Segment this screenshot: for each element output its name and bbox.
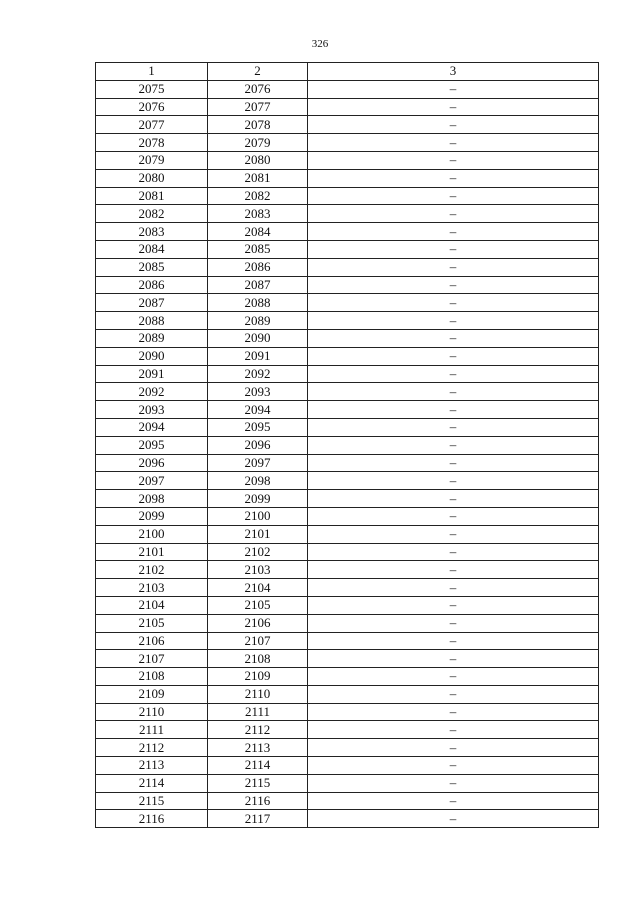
table-row — [96, 294, 599, 312]
table-cell-col3: – — [308, 561, 599, 579]
table-cell-col2: 2077 — [208, 98, 308, 116]
table-cell-col2: 2100 — [208, 507, 308, 525]
table-row — [96, 490, 599, 508]
table-row — [96, 418, 599, 436]
table-cell-col1: 2083 — [96, 223, 208, 241]
table-cell-col2: 2080 — [208, 151, 308, 169]
table-row — [96, 472, 599, 490]
table-cell-col3: – — [308, 240, 599, 258]
table-cell-col2: 2089 — [208, 312, 308, 330]
table-cell-col1: 2094 — [96, 418, 208, 436]
table-cell-col1: 2109 — [96, 685, 208, 703]
table-cell-col2: 2096 — [208, 436, 308, 454]
table-cell-col3: – — [308, 774, 599, 792]
table-row — [96, 757, 599, 775]
table-cell-col1: 2080 — [96, 169, 208, 187]
table-cell-col1: 2079 — [96, 151, 208, 169]
table-cell-col2: 2105 — [208, 596, 308, 614]
table-row — [96, 561, 599, 579]
table-cell-col3: – — [308, 418, 599, 436]
table-row — [96, 668, 599, 686]
table-cell-col3: – — [308, 703, 599, 721]
table-cell-col3: – — [308, 525, 599, 543]
table-cell-col3: – — [308, 810, 599, 828]
table-row — [96, 383, 599, 401]
table-cell-col2: 2102 — [208, 543, 308, 561]
table-cell-col2: 2098 — [208, 472, 308, 490]
table-cell-col3: – — [308, 276, 599, 294]
table-cell-col1: 2091 — [96, 365, 208, 383]
table-cell-col1: 2093 — [96, 401, 208, 419]
table-cell-col3: – — [308, 668, 599, 686]
table-row — [96, 312, 599, 330]
table-cell-col2: 2085 — [208, 240, 308, 258]
table-cell-col1: 2102 — [96, 561, 208, 579]
table-cell-col3: – — [308, 436, 599, 454]
table-row — [96, 223, 599, 241]
table-cell-col3: – — [308, 579, 599, 597]
table-row — [96, 276, 599, 294]
table-cell-col1: 2095 — [96, 436, 208, 454]
table-cell-col3: – — [308, 205, 599, 223]
table-cell-col1: 2097 — [96, 472, 208, 490]
table-cell-col3: – — [308, 329, 599, 347]
table-cell-col3: – — [308, 401, 599, 419]
table-cell-col1: 2090 — [96, 347, 208, 365]
table-row — [96, 721, 599, 739]
table-cell-col1: 2076 — [96, 98, 208, 116]
table-cell-col1: 2077 — [96, 116, 208, 134]
table-cell-col1: 2113 — [96, 757, 208, 775]
table-row — [96, 98, 599, 116]
table-row — [96, 525, 599, 543]
table-cell-col1: 2086 — [96, 276, 208, 294]
table-cell-col3: – — [308, 650, 599, 668]
table-cell-col3: – — [308, 739, 599, 757]
table-cell-col2: 2109 — [208, 668, 308, 686]
column-header-2: 2 — [208, 63, 308, 81]
table-cell-col2: 2108 — [208, 650, 308, 668]
page-number: 326 — [311, 38, 329, 50]
table-cell-col3: – — [308, 80, 599, 98]
table-cell-col3: – — [308, 490, 599, 508]
table-cell-col2: 2094 — [208, 401, 308, 419]
table-cell-col1: 2112 — [96, 739, 208, 757]
table-cell-col1: 2108 — [96, 668, 208, 686]
table-cell-col3: – — [308, 294, 599, 312]
table-cell-col3: – — [308, 151, 599, 169]
table-cell-col3: – — [308, 507, 599, 525]
table-cell-col1: 2082 — [96, 205, 208, 223]
table-cell-col1: 2096 — [96, 454, 208, 472]
table-cell-col2: 2101 — [208, 525, 308, 543]
table-cell-col3: – — [308, 543, 599, 561]
table-cell-col1: 2088 — [96, 312, 208, 330]
table-cell-col1: 2084 — [96, 240, 208, 258]
table-cell-col1: 2085 — [96, 258, 208, 276]
table-cell-col2: 2092 — [208, 365, 308, 383]
table-cell-col2: 2115 — [208, 774, 308, 792]
table-cell-col3: – — [308, 721, 599, 739]
table-cell-col1: 2111 — [96, 721, 208, 739]
table-cell-col2: 2088 — [208, 294, 308, 312]
table-cell-col3: – — [308, 169, 599, 187]
table-cell-col2: 2106 — [208, 614, 308, 632]
table-cell-col1: 2106 — [96, 632, 208, 650]
table-cell-col2: 2103 — [208, 561, 308, 579]
table-cell-col3: – — [308, 632, 599, 650]
table-cell-col2: 2079 — [208, 134, 308, 152]
table-cell-col3: – — [308, 365, 599, 383]
table-row — [96, 792, 599, 810]
table-row — [96, 116, 599, 134]
table-cell-col1: 2078 — [96, 134, 208, 152]
table-cell-col3: – — [308, 223, 599, 241]
table-cell-col1: 2075 — [96, 80, 208, 98]
table-row — [96, 365, 599, 383]
table-cell-col3: – — [308, 472, 599, 490]
data-table — [95, 62, 599, 828]
table-cell-col2: 2086 — [208, 258, 308, 276]
table-row — [96, 258, 599, 276]
table-cell-col3: – — [308, 347, 599, 365]
table-row — [96, 240, 599, 258]
table-cell-col2: 2082 — [208, 187, 308, 205]
table-cell-col3: – — [308, 312, 599, 330]
table-cell-col2: 2110 — [208, 685, 308, 703]
table-cell-col3: – — [308, 596, 599, 614]
table-cell-col2: 2083 — [208, 205, 308, 223]
table-row — [96, 543, 599, 561]
table-cell-col3: – — [308, 116, 599, 134]
table-row — [96, 614, 599, 632]
table-cell-col2: 2104 — [208, 579, 308, 597]
table-row — [96, 134, 599, 152]
table-cell-col3: – — [308, 757, 599, 775]
table-cell-col2: 2090 — [208, 329, 308, 347]
table-cell-col2: 2114 — [208, 757, 308, 775]
table-cell-col2: 2084 — [208, 223, 308, 241]
table-row — [96, 703, 599, 721]
table-row — [96, 650, 599, 668]
table-cell-col1: 2116 — [96, 810, 208, 828]
table-row — [96, 329, 599, 347]
table-cell-col2: 2107 — [208, 632, 308, 650]
table-cell-col1: 2105 — [96, 614, 208, 632]
table-cell-col3: – — [308, 187, 599, 205]
table-cell-col2: 2112 — [208, 721, 308, 739]
table-cell-col3: – — [308, 614, 599, 632]
table-row — [96, 810, 599, 828]
table-cell-col2: 2093 — [208, 383, 308, 401]
table-cell-col2: 2097 — [208, 454, 308, 472]
table-cell-col1: 2098 — [96, 490, 208, 508]
table-row — [96, 454, 599, 472]
table-cell-col2: 2087 — [208, 276, 308, 294]
table-row — [96, 685, 599, 703]
table-cell-col2: 2113 — [208, 739, 308, 757]
table-header-row — [96, 63, 599, 81]
table-cell-col1: 2087 — [96, 294, 208, 312]
table-row — [96, 169, 599, 187]
table-cell-col1: 2100 — [96, 525, 208, 543]
table-cell-col1: 2081 — [96, 187, 208, 205]
table-row — [96, 205, 599, 223]
table-row — [96, 579, 599, 597]
table-cell-col2: 2111 — [208, 703, 308, 721]
table-row — [96, 739, 599, 757]
table-cell-col3: – — [308, 685, 599, 703]
table-cell-col2: 2076 — [208, 80, 308, 98]
table-cell-col2: 2078 — [208, 116, 308, 134]
table-row — [96, 632, 599, 650]
table-body — [96, 80, 599, 827]
table-cell-col3: – — [308, 258, 599, 276]
table-row — [96, 80, 599, 98]
table-cell-col1: 2107 — [96, 650, 208, 668]
table-cell-col3: – — [308, 454, 599, 472]
table-row — [96, 151, 599, 169]
table-cell-col1: 2110 — [96, 703, 208, 721]
table-row — [96, 436, 599, 454]
table-cell-col3: – — [308, 792, 599, 810]
table-row — [96, 774, 599, 792]
table-row — [96, 347, 599, 365]
table-cell-col2: 2095 — [208, 418, 308, 436]
table-cell-col2: 2081 — [208, 169, 308, 187]
table-row — [96, 596, 599, 614]
table-cell-col1: 2101 — [96, 543, 208, 561]
table-cell-col2: 2116 — [208, 792, 308, 810]
table-cell-col1: 2104 — [96, 596, 208, 614]
table-row — [96, 187, 599, 205]
column-header-1: 1 — [96, 63, 208, 81]
table-cell-col1: 2099 — [96, 507, 208, 525]
table-row — [96, 401, 599, 419]
table-row — [96, 507, 599, 525]
table-cell-col1: 2089 — [96, 329, 208, 347]
table-cell-col1: 2103 — [96, 579, 208, 597]
table-cell-col3: – — [308, 383, 599, 401]
table-cell-col1: 2114 — [96, 774, 208, 792]
table-cell-col1: 2115 — [96, 792, 208, 810]
table-cell-col2: 2091 — [208, 347, 308, 365]
table-cell-col3: – — [308, 98, 599, 116]
table-cell-col2: 2099 — [208, 490, 308, 508]
table-cell-col3: – — [308, 134, 599, 152]
column-header-3: 3 — [308, 63, 599, 81]
table-cell-col2: 2117 — [208, 810, 308, 828]
table-cell-col1: 2092 — [96, 383, 208, 401]
